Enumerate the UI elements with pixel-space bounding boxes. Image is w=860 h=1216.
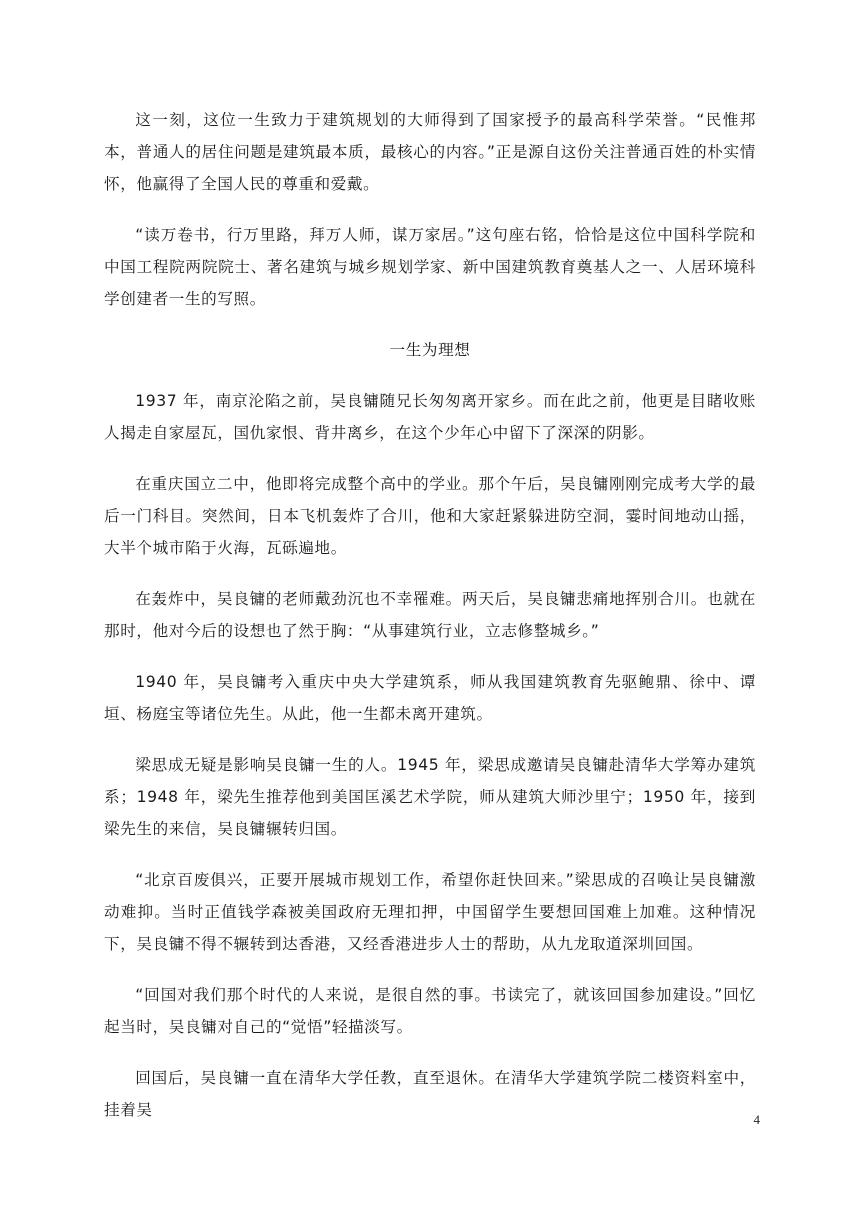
paragraph: 回国后，吴良镛一直在清华大学任教，直至退休。在清华大学建筑学院二楼资料室中，挂着吴 xyxy=(104,1069,756,1119)
paragraph: 在轰炸中，吴良镛的老师戴劲沉也不幸罹难。两天后，吴良镛悲痛地挥别合川。也就在那时，他对今后的设想也了然于胸：“从事建筑行业，立志修整城乡。” xyxy=(104,590,756,640)
paragraph: 在重庆国立二中，他即将完成整个高中的学业。那个午后，吴良镛刚刚完成考大学的最后一门科目。突然间，日本飞机轰炸了合川，他和大家赶紧躲进防空洞，霎时间地动山摇，大半个城市陷于火海，瓦砾遍地。 xyxy=(104,475,756,557)
paragraph: “回国对我们那个时代的人来说，是很自然的事。书读完了，就该回国参加建设。”回忆起当时，吴良镛对自己的“觉悟”轻描淡写。 xyxy=(104,986,756,1036)
paragraph: 1937 年，南京沦陷之前，吴良镛随兄长匆匆离开家乡。而在此之前，他更是目睹收账人揭走自家屋瓦，国仇家恨、背井离乡，在这个少年心中留下了深深的阴影。 xyxy=(104,392,756,442)
paragraph: “读万卷书，行万里路，拜万人师，谋万家居。”这句座右铭，恰恰是这位中国科学院和中国工程院两院院士、著名建筑与城乡规划学家、新中国建筑教育奠基人之一、人居环境科学创建者一生的写照。 xyxy=(104,226,756,308)
paragraph: 梁思成无疑是影响吴良镛一生的人。1945 年，梁思成邀请吴良镛赴清华大学筹办建筑系；1948 年，梁先生推荐他到美国匡溪艺术学院，师从建筑大师沙里宁；1950 年，接到梁先生的来信，吴良镛辗转归国。 xyxy=(104,756,756,838)
page-number: 4 xyxy=(753,1112,760,1127)
section-heading: 一生为理想 xyxy=(389,341,471,359)
paragraph: “北京百废俱兴，正要开展城市规划工作，希望你赶快回来。”梁思成的召唤让吴良镛激动难抑。当时正值钱学森被美国政府无理扣押，中国留学生要想回国难上加难。这种情况下，吴良镛不得不辗转到达香港，又经香港进步人士的帮助，从九龙取道深圳回国。 xyxy=(104,871,756,953)
paragraph: 1940 年，吴良镛考入重庆中央大学建筑系，师从我国建筑教育先驱鲍鼎、徐中、谭垣、杨庭宝等诸位先生。从此，他一生都未离开建筑。 xyxy=(104,673,756,723)
document-body xyxy=(104,104,756,1145)
paragraph: 这一刻，这位一生致力于建筑规划的大师得到了国家授予的最高科学荣誉。“民惟邦本，普通人的居住问题是建筑最本质，最核心的内容。”正是源自这份关注普通百姓的朴实情怀，他赢得了全国人民的尊重和爱戴。 xyxy=(104,111,756,193)
